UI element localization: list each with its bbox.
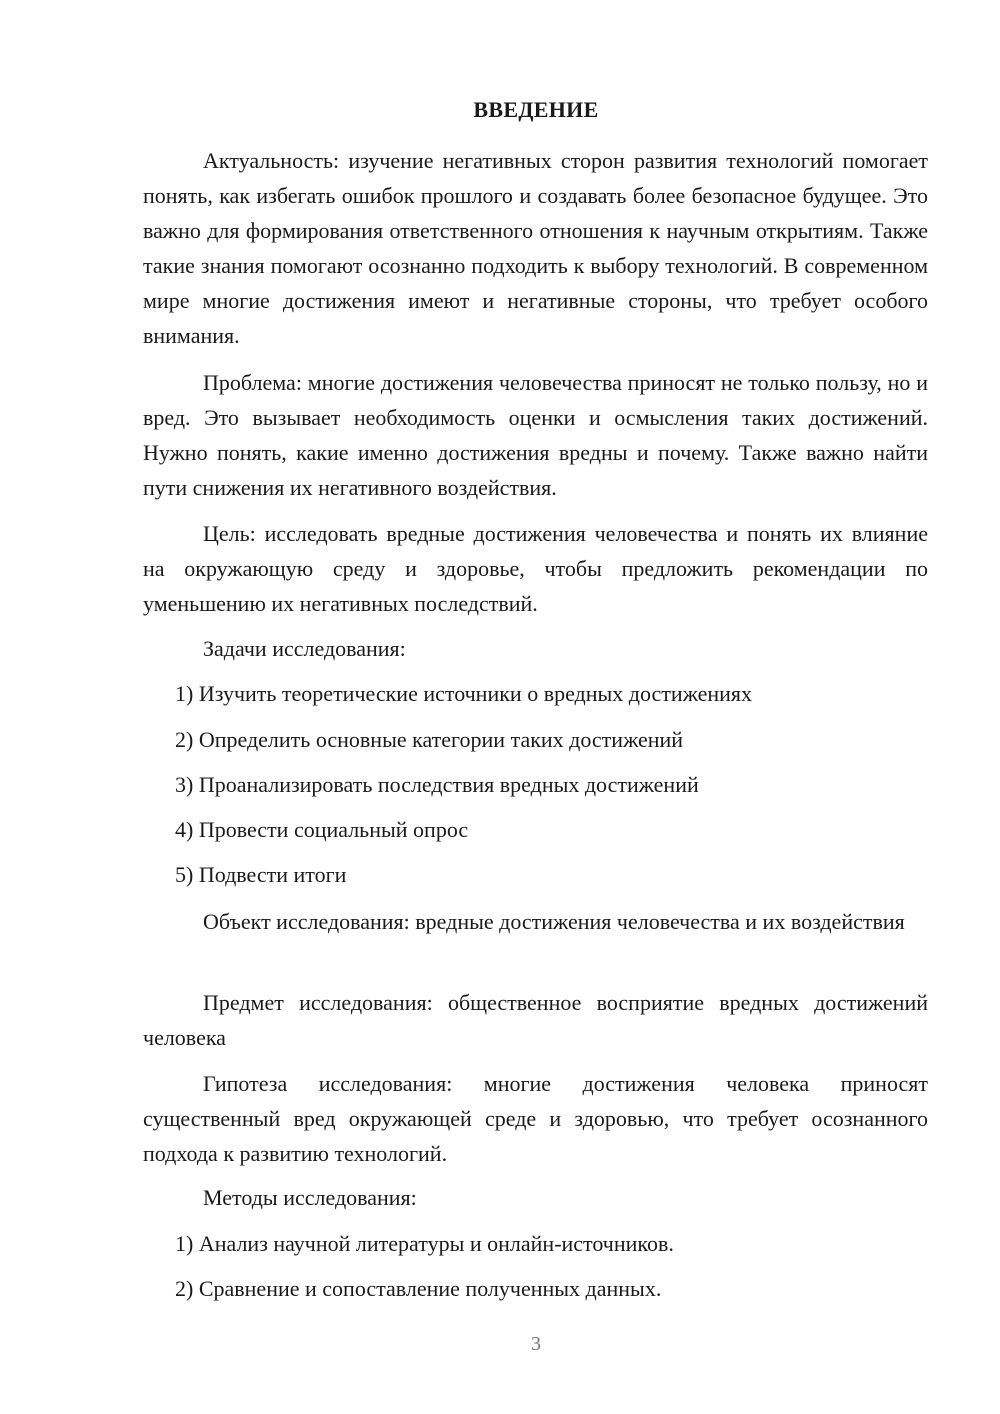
- tasks-title: Задачи исследования:: [203, 636, 406, 661]
- relevance-paragraph: Актуальность: изучение негативных сторон развития технологий помогает понять, как избегать ошибок прошлого и создавать более безопасное будущее. Это важно для формирования ответственного отношения к научным открытиям. Также такие знания помогают осознанно подходить к выбору технологий. В современном мире многие достижения имеют и негативные стороны, что требует особого внимания.: [143, 148, 928, 348]
- problem-paragraph: Проблема: многие достижения человечества приносят не только пользу, но и вред. Это вызывает необходимость оценки и осмысления таких достижений. Нужно понять, какие именно достижения вредны и почему. Также важно найти пути снижения их негативного воздействия.: [143, 370, 928, 500]
- hypothesis-paragraph: Гипотеза исследования: многие достижения человека приносят существенный вред окружающей среде и здоровью, что требует осознанного подхода к развитию технологий.: [143, 1071, 928, 1166]
- methods-title: Методы исследования:: [203, 1185, 417, 1210]
- list-item-task-4: 4) Провести социальный опрос: [175, 817, 469, 842]
- list-item-method-2: 2) Сравнение и сопоставление полученных данных.: [175, 1276, 662, 1301]
- list-item-task-3: 3) Проанализировать последствия вредных достижений: [175, 772, 699, 797]
- goal-paragraph: Цель: исследовать вредные достижения человечества и понять их влияние на окружающую среду и здоровье, чтобы предложить рекомендации по уменьшению их негативных последствий.: [143, 521, 928, 616]
- object-paragraph: Объект исследования: вредные достижения человечества и их воздействия: [203, 909, 905, 934]
- list-item-task-2: 2) Определить основные категории таких достижений: [175, 727, 684, 752]
- list-item-method-1: 1) Анализ научной литературы и онлайн-источников.: [175, 1231, 674, 1256]
- subject-paragraph: Предмет исследования: общественное восприятие вредных достижений человека: [143, 990, 928, 1050]
- page-number: 3: [531, 1333, 541, 1355]
- page-title: ВВЕДЕНИЕ: [473, 97, 599, 122]
- list-item-task-5: 5) Подвести итоги: [175, 862, 347, 887]
- list-item-task-1: 1) Изучить теоретические источники о вредных достижениях: [175, 681, 753, 706]
